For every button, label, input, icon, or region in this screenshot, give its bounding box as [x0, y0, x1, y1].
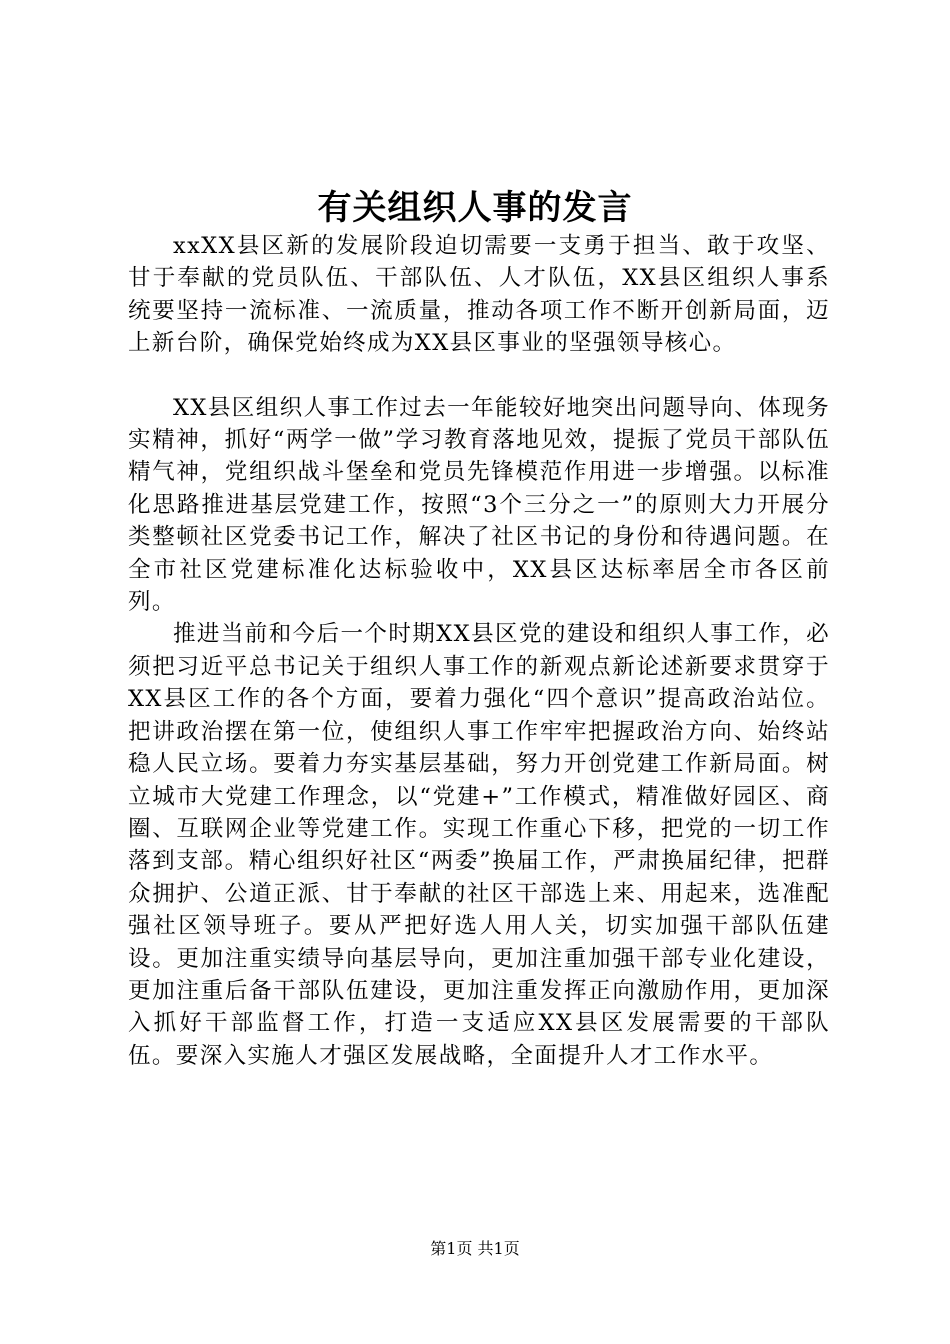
paragraph-2: XX县区组织人事工作过去一年能较好地突出问题导向、体现务实精神，抓好“两学一做”学习教育落地见效，提振了党员干部队伍精气神，党组织战斗堡垒和党员先锋模范作用进一步增强。以标准化思路推进基层党建工作，按照“3个三分之一”的原则大力开展分类整顿社区党委书记工作，解决了社区书记的身份和待遇问题。在全市社区党建标准化达标验收中，XX县区达标率居全市各区前列。 [128, 394, 830, 616]
paragraph-3: 推进当前和今后一个时期XX县区党的建设和组织人事工作，必须把习近平总书记关于组织人事工作的新观点新论述新要求贯穿于XX县区工作的各个方面，要着力强化“四个意识”提高政治站位。把讲政治摆在第一位，使组织人事工作牢牢把握政治方向、始终站稳人民立场。要着力夯实基层基础，努力开创党建工作新局面。树立城市大党建工作理念，以“党建+”工作模式，精准做好园区、商圈、互联网企业等党建工作。实现工作重心下移，把党的一切工作落到支部。精心组织好社区“两委”换届工作，严肃换届纪律，把群众拥护、公道正派、甘于奉献的社区干部选上来、用起来，选准配强社区领导班子。要从严把好选人用人关，切实加强干部队伍建设。更加注重实绩导向基层导向，更加注重加强干部专业化建设，更加注重后备干部队伍建设，更加注重发挥正向激励作用，更加深入抓好干部监督工作，打造一支适应XX县区发展需要的干部队伍。要深入实施人才强区发展战略，全面提升人才工作水平。 [128, 621, 830, 1069]
document-body [128, 230, 830, 1072]
document-title: 有关组织人事的发言 [317, 188, 633, 228]
page-number-footer: 第1页 共1页 [430, 1239, 520, 1258]
paragraph-1: xxXX县区新的发展阶段迫切需要一支勇于担当、敢于攻坚、甘于奉献的党员队伍、干部队伍、人才队伍，XX县区组织人事系统要坚持一流标准、一流质量，推动各项工作不断开创新局面，迈上新台阶，确保党始终成为XX县区事业的坚强领导核心。 [128, 233, 830, 357]
